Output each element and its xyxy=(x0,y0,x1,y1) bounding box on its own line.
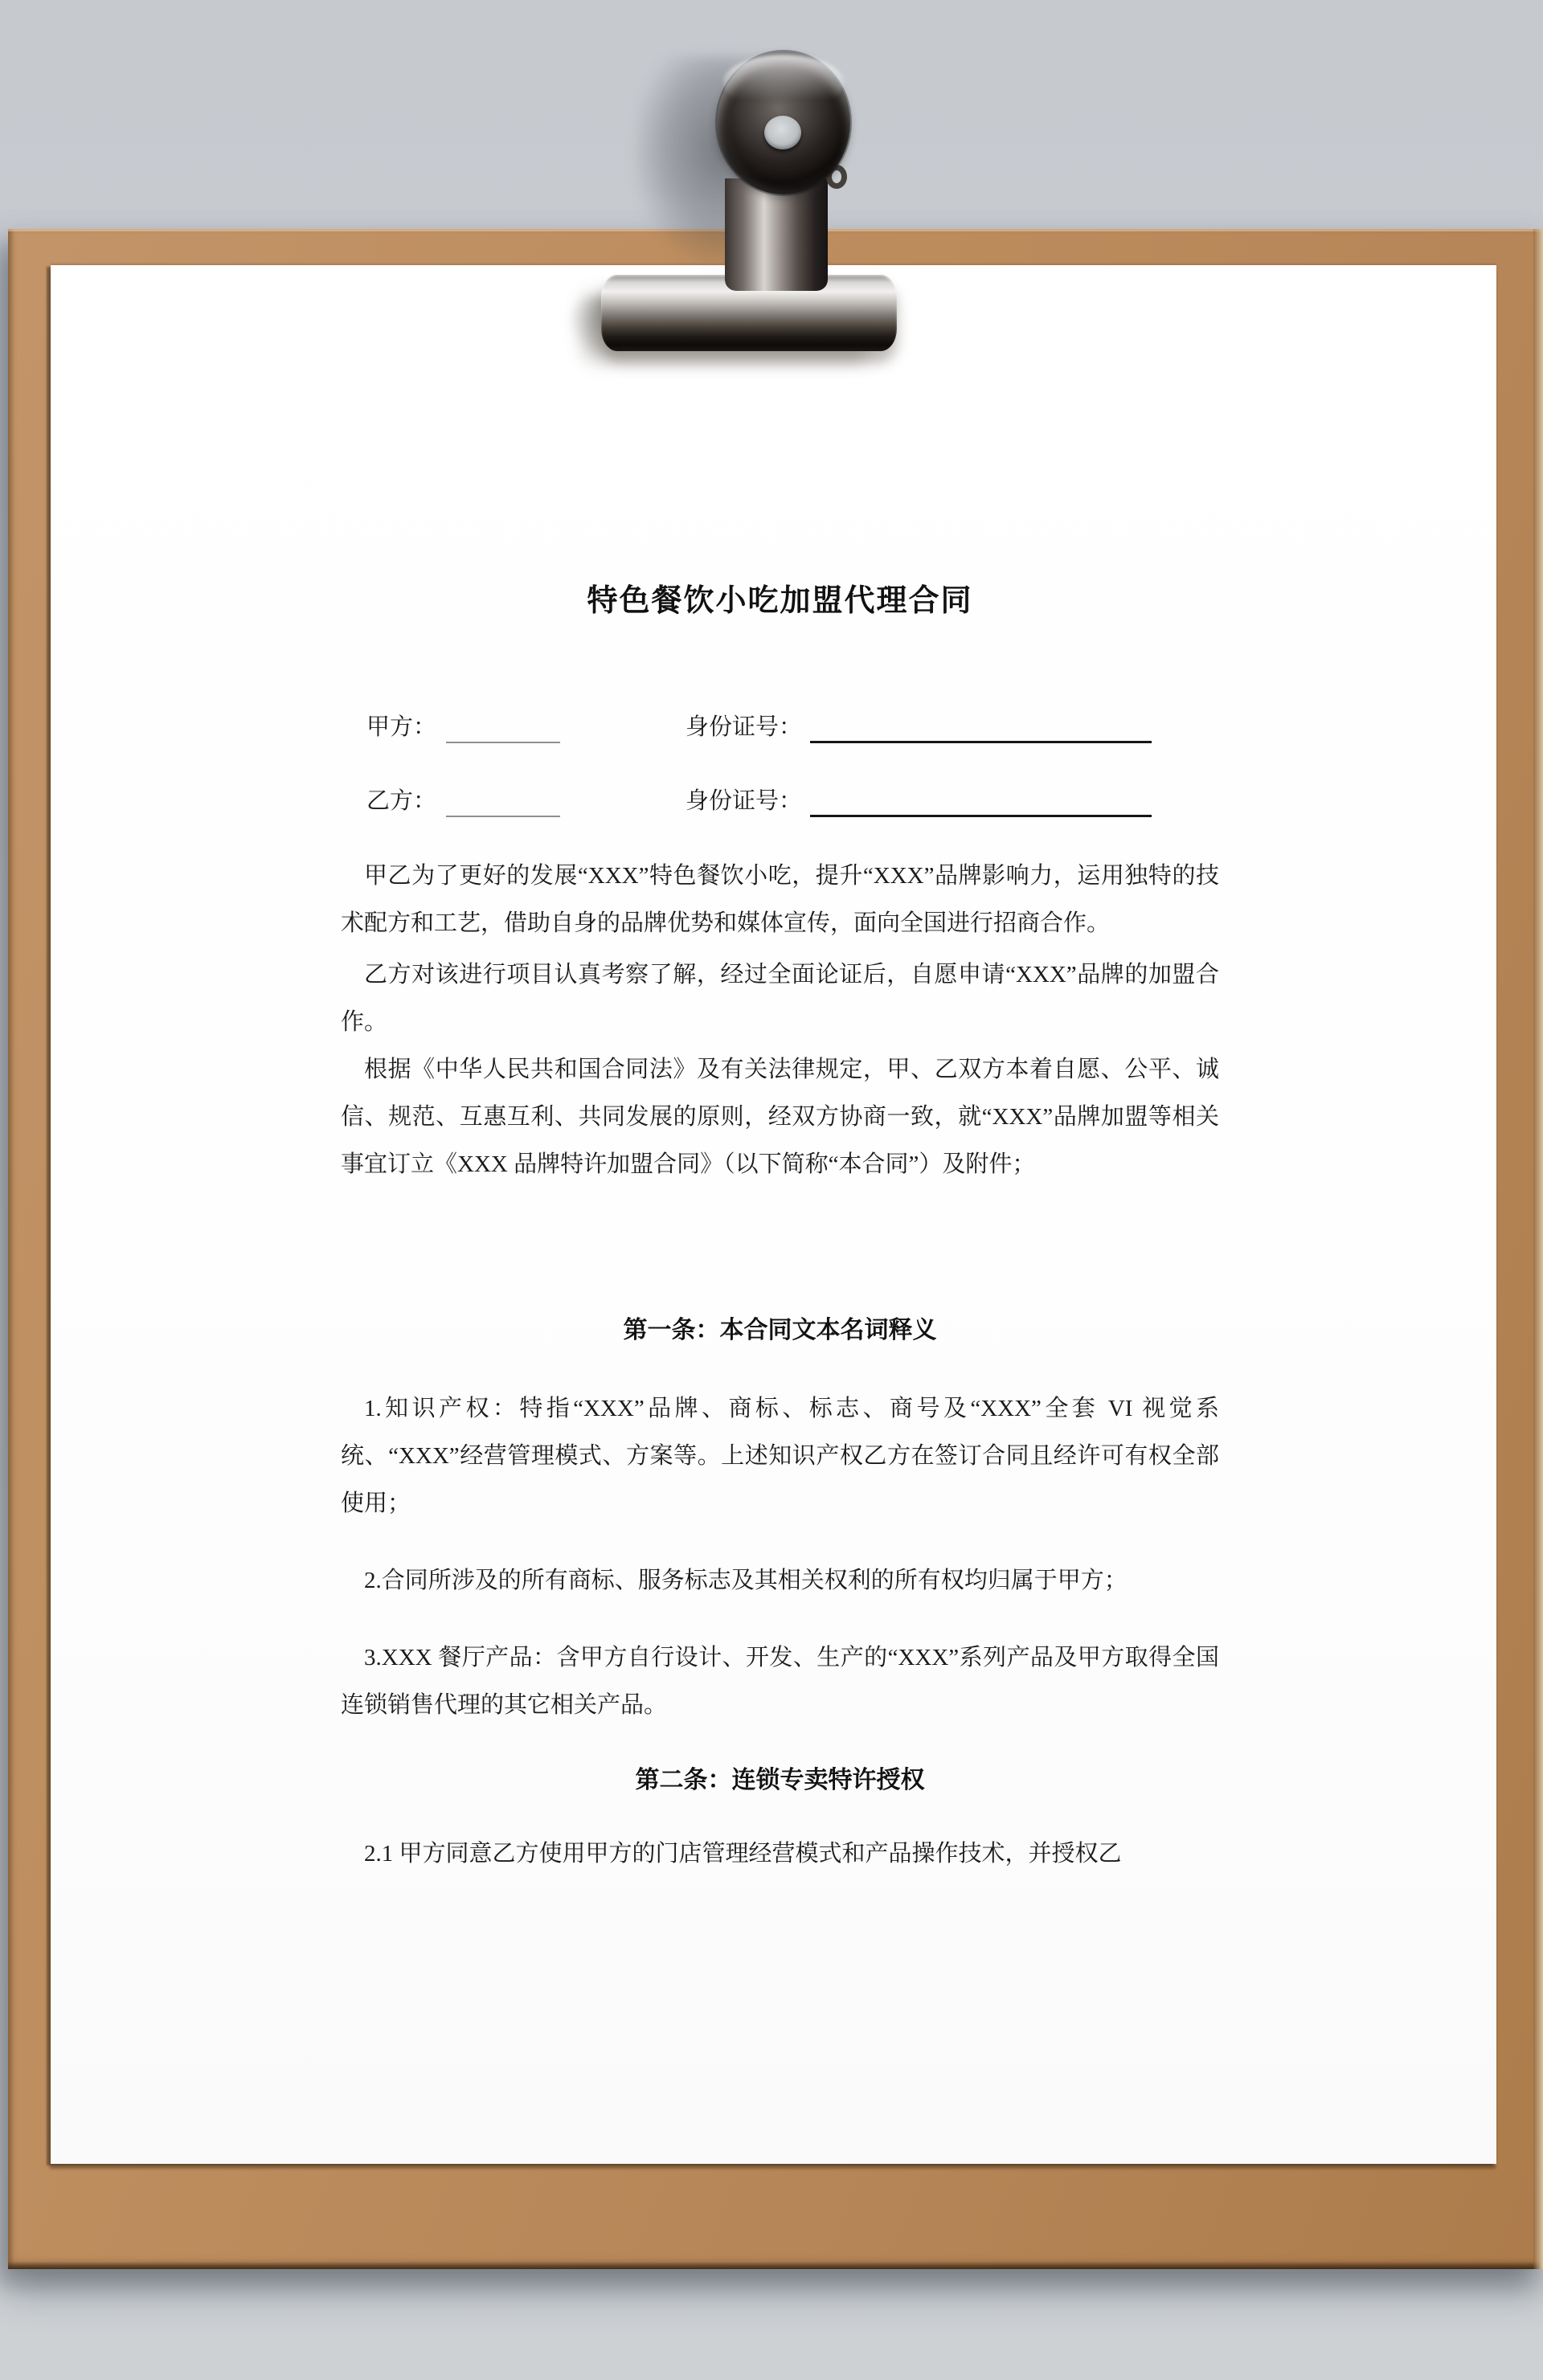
document-title: 特色餐饮小吃加盟代理合同 xyxy=(587,584,973,618)
clip-wire-loop xyxy=(826,165,847,189)
clip-hole xyxy=(764,116,801,149)
clipboard xyxy=(8,229,1543,2269)
section-2-heading: 第二条：连锁专卖特许授权 xyxy=(635,1767,925,1793)
contract-content xyxy=(51,265,1496,2164)
party-b-id-blank xyxy=(810,790,1152,817)
party-a-id-label: 身份证号： xyxy=(686,714,803,740)
party-a-id-blank xyxy=(810,716,1152,743)
section-1-item-3: 3.XXX 餐厅产品：含甲方自行设计、开发、生产的“XXX”系列产品及甲方取得全国连锁销售代理的其它相关产品。 xyxy=(341,1645,1219,1718)
party-a-label: 甲方： xyxy=(366,714,437,740)
party-b-name-blank xyxy=(446,790,560,817)
party-a-name-blank xyxy=(446,716,560,743)
clip-head-icon xyxy=(717,51,850,194)
preamble-paragraph-3: 根据《中华人民共和国合同法》及有关法律规定，甲、乙双方本着自愿、公平、诚信、规范、互惠互利、共同发展的原则，经双方协商一致，就“XXX”品牌加盟等相关事宜订立《XXX 品牌特许加盟合同》（以下简称“本合同”）及附件； xyxy=(341,1057,1219,1177)
contract-page xyxy=(51,265,1496,2164)
section-1-item-1: 1.知识产权：特指“XXX”品牌、商标、标志、商号及“XXX”全套 VI 视觉系统、“XXX”经营管理模式、方案等。上述知识产权乙方在签订合同且经许可有权全部使用； xyxy=(341,1396,1219,1516)
party-b-row xyxy=(341,785,1219,817)
section-1-item-2: 2.合同所涉及的所有商标、服务标志及其相关权利的所有权均归属于甲方； xyxy=(364,1568,1128,1593)
section-2-item-1: 2.1 甲方同意乙方使用甲方的门店管理经营模式和产品操作技术，并授权乙 xyxy=(364,1841,1122,1867)
preamble-paragraph-1: 甲乙为了更好的发展“XXX”特色餐饮小吃，提升“XXX”品牌影响力，运用独特的技术配方和工艺，借助自身的品牌优势和媒体宣传，面向全国进行招商合作。 xyxy=(341,863,1219,936)
party-b-id-label: 身份证号： xyxy=(686,788,803,814)
party-a-row xyxy=(341,711,1219,743)
preamble-paragraph-2: 乙方对该进行项目认真考察了解，经过全面论证后，自愿申请“XXX”品牌的加盟合作。 xyxy=(341,962,1219,1035)
section-1-heading: 第一条：本合同文本名词释义 xyxy=(623,1317,937,1343)
party-b-label: 乙方： xyxy=(366,788,437,814)
